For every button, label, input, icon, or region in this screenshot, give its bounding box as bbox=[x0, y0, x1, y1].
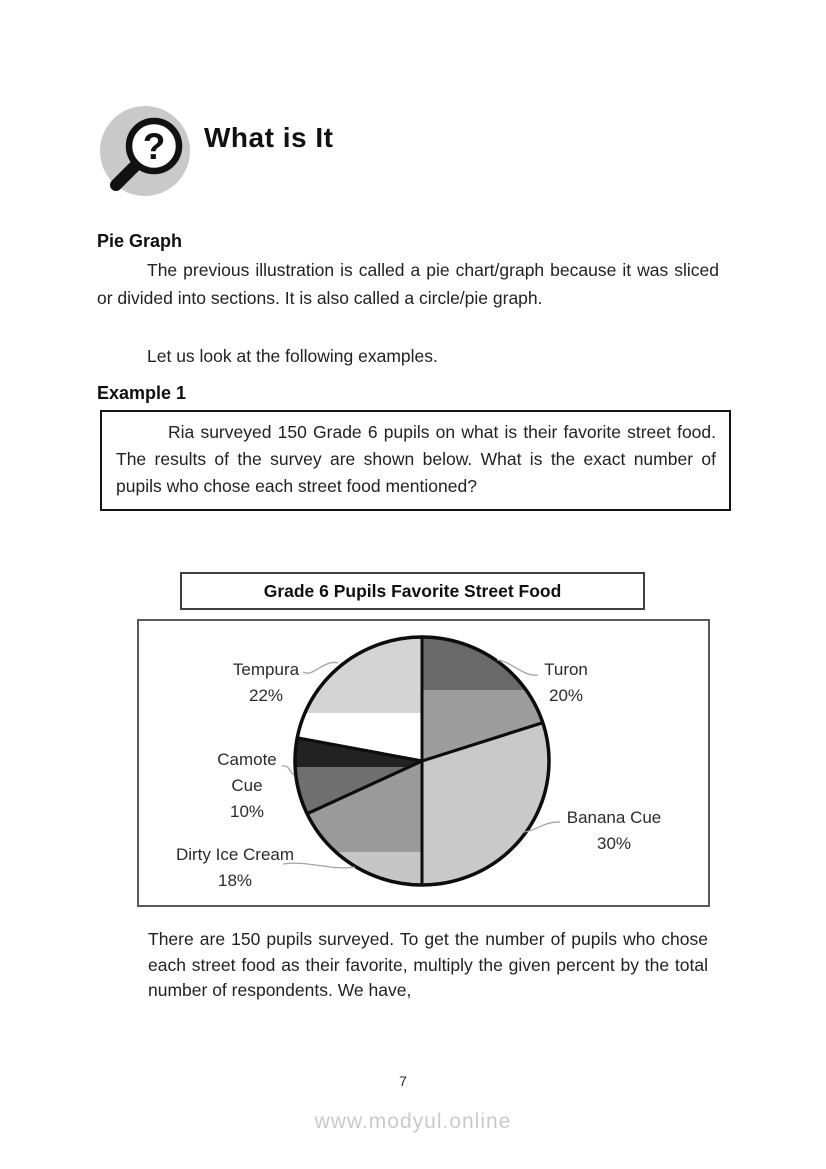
label-banana-name: Banana Cue bbox=[566, 808, 662, 827]
label-turon-name: Turon bbox=[544, 660, 588, 679]
label-turon bbox=[516, 657, 616, 709]
page-title: What is It bbox=[204, 122, 334, 153]
label-tempura-pct: 22% bbox=[248, 686, 284, 705]
examples-lead-paragraph: Let us look at the following examples. bbox=[147, 346, 438, 366]
page-number: 7 bbox=[399, 1073, 407, 1089]
chart-title-box bbox=[180, 572, 645, 610]
label-turon-pct: 20% bbox=[548, 686, 584, 705]
label-tempura-name: Tempura bbox=[232, 660, 300, 679]
label-dirty-pct: 18% bbox=[217, 871, 253, 890]
label-dirty-ice-cream bbox=[150, 842, 320, 894]
magnifier-question-icon bbox=[99, 105, 191, 197]
label-banana-cue bbox=[534, 805, 694, 857]
label-banana-pct: 30% bbox=[596, 834, 632, 853]
closing-paragraph: There are 150 pupils surveyed. To get the number of pupils who chose each street food as their favorite, multiply the given percent by the total number of respondents. We have, bbox=[148, 929, 708, 1000]
pie-chart-figure bbox=[137, 619, 710, 907]
example-problem-box: Ria surveyed 150 Grade 6 pupils on what is their favorite street food. The results of the survey are shown below. What is the exact number of pupils who chose each street food mentioned? bbox=[100, 410, 731, 511]
section-heading-pie-graph: Pie Graph bbox=[97, 231, 183, 251]
intro-paragraph: The previous illustration is called a pie chart/graph because it was sliced or divided into sections. It is also called a circle/pie graph. bbox=[97, 260, 719, 308]
label-camote-name-line2: Cue bbox=[231, 776, 263, 795]
label-tempura bbox=[211, 657, 321, 709]
question-mark-glyph: ? bbox=[142, 126, 166, 167]
chart-title: Grade 6 Pupils Favorite Street Food bbox=[263, 580, 562, 601]
label-camote-pct: 10% bbox=[229, 802, 265, 821]
watermark: www.modyul.online bbox=[314, 1110, 512, 1133]
label-camote-name-line1: Camote bbox=[217, 750, 277, 769]
label-camote-cue bbox=[192, 747, 302, 825]
label-dirty-name: Dirty Ice Cream bbox=[175, 845, 295, 864]
example-heading: Example 1 bbox=[97, 383, 187, 403]
